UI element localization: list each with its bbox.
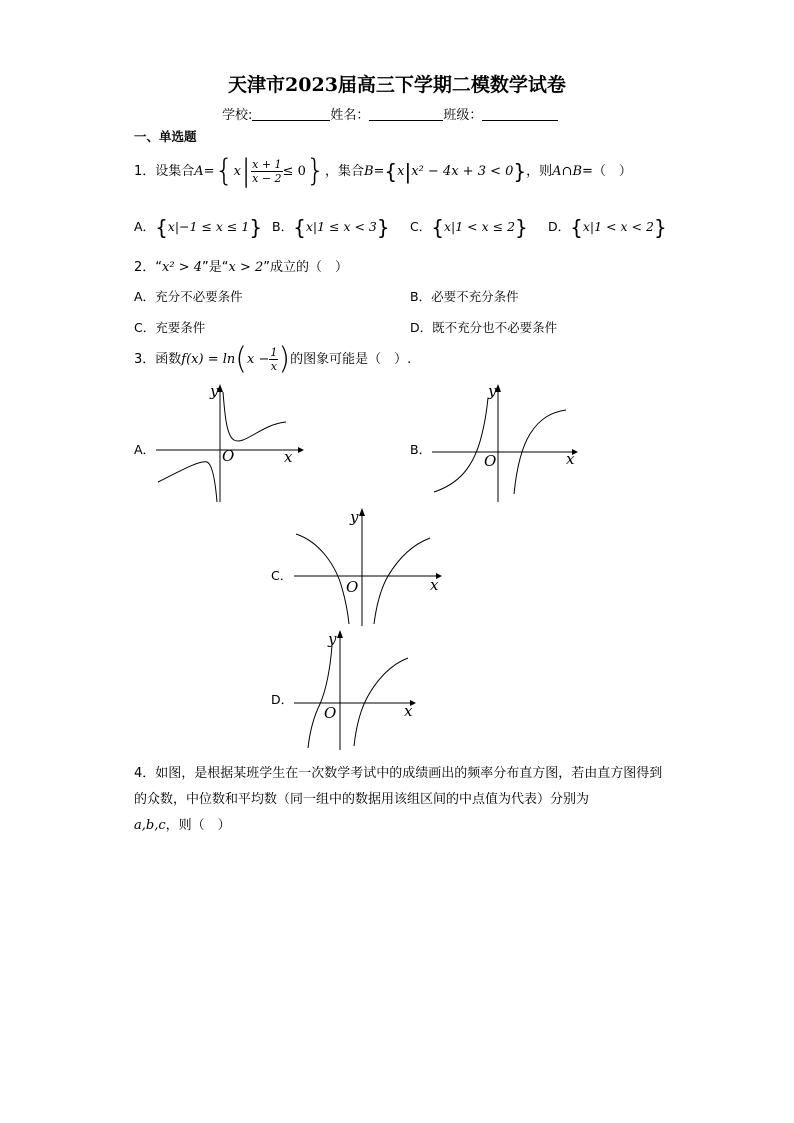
q3-option-b-label[interactable]: B． [410, 442, 432, 457]
question-1-stem: 1．设集合A={x| $\frac{x + 1}{x - 2}$ ≤ 0}，集合B={x|x² − 4x + 3 < 0}，则A∩B=（ ） [134, 153, 632, 189]
curve-right [354, 658, 408, 746]
y-label: y [488, 382, 497, 400]
x-label: x [566, 450, 575, 468]
graph-d[interactable] [292, 630, 452, 750]
school-blank[interactable] [252, 108, 330, 121]
y-axis-arrow [359, 508, 365, 516]
origin-label: O [324, 704, 337, 722]
page-title: 天津市2023届高三下学期二模数学试卷 [228, 74, 566, 96]
q3-option-c-label[interactable]: C． [271, 568, 293, 583]
graph-b[interactable] [430, 384, 590, 504]
section-title: 一、单选题 [134, 129, 197, 144]
curve-right [374, 538, 430, 624]
graph-a[interactable] [152, 384, 312, 504]
graph-c[interactable] [292, 508, 452, 628]
school-label: 学校: [222, 108, 253, 123]
x-label: x [404, 702, 413, 720]
q3-option-a-label[interactable]: A． [134, 442, 156, 457]
q1-option-a[interactable]: A．{x|−1 ≤ x ≤ 1} [134, 215, 263, 240]
class-label: 班级： [443, 108, 483, 123]
name-blank[interactable] [369, 108, 443, 121]
y-label: y [328, 630, 337, 648]
q2-option-b[interactable]: B．必要不充分条件 [410, 289, 519, 304]
x-label: x [284, 448, 293, 466]
class-blank[interactable] [482, 108, 558, 121]
curve-left [434, 398, 488, 492]
origin-label: O [484, 452, 497, 470]
question-3-stem: 3．函数f(x) = ln(x − $\frac{1}{x}$ )的图象可能是（ ）. [134, 341, 412, 377]
curve-left [158, 462, 217, 502]
q1-option-b[interactable]: B．{x|1 ≤ x < 3} [272, 215, 390, 240]
x-axis-arrow [298, 447, 304, 453]
q1-option-c[interactable]: C．{x|1 < x ≤ 2} [410, 215, 528, 240]
question-4-stem: 4．如图，是根据某班学生在一次数学考试中的成绩画出的频率分布直方图，若由直方图得到的众数，中位数和平均数（同一组中的数据用该组区间的中点值为代表）分别为 a,b,c，则（ ） [134, 766, 663, 833]
x-label: x [430, 576, 439, 594]
q3-fraction: $\frac{1}{x}$ [270, 346, 278, 373]
origin-label: O [346, 578, 359, 596]
y-axis-arrow [337, 630, 343, 638]
origin-label: O [222, 447, 235, 465]
q1-fraction: $\frac{x + 1}{x - 2}$ [252, 158, 282, 185]
q3-option-d-label[interactable]: D． [271, 692, 294, 707]
y-label: y [350, 508, 359, 526]
curve-left [296, 534, 349, 624]
question-2-stem: 2．“x² > 4”是“x > 2”成立的（ ） [134, 260, 348, 275]
student-info-line [222, 104, 558, 123]
curve-right [223, 392, 286, 441]
q2-option-a[interactable]: A．充分不必要条件 [134, 289, 243, 304]
q1-option-d[interactable]: D．{x|1 < x < 2} [548, 215, 667, 240]
name-label: 姓名： [330, 108, 370, 123]
y-label: y [210, 382, 219, 400]
q2-option-d[interactable]: D．既不充分也不必要条件 [410, 320, 558, 335]
curve-left [308, 646, 332, 748]
q2-option-c[interactable]: C．充要条件 [134, 320, 206, 335]
